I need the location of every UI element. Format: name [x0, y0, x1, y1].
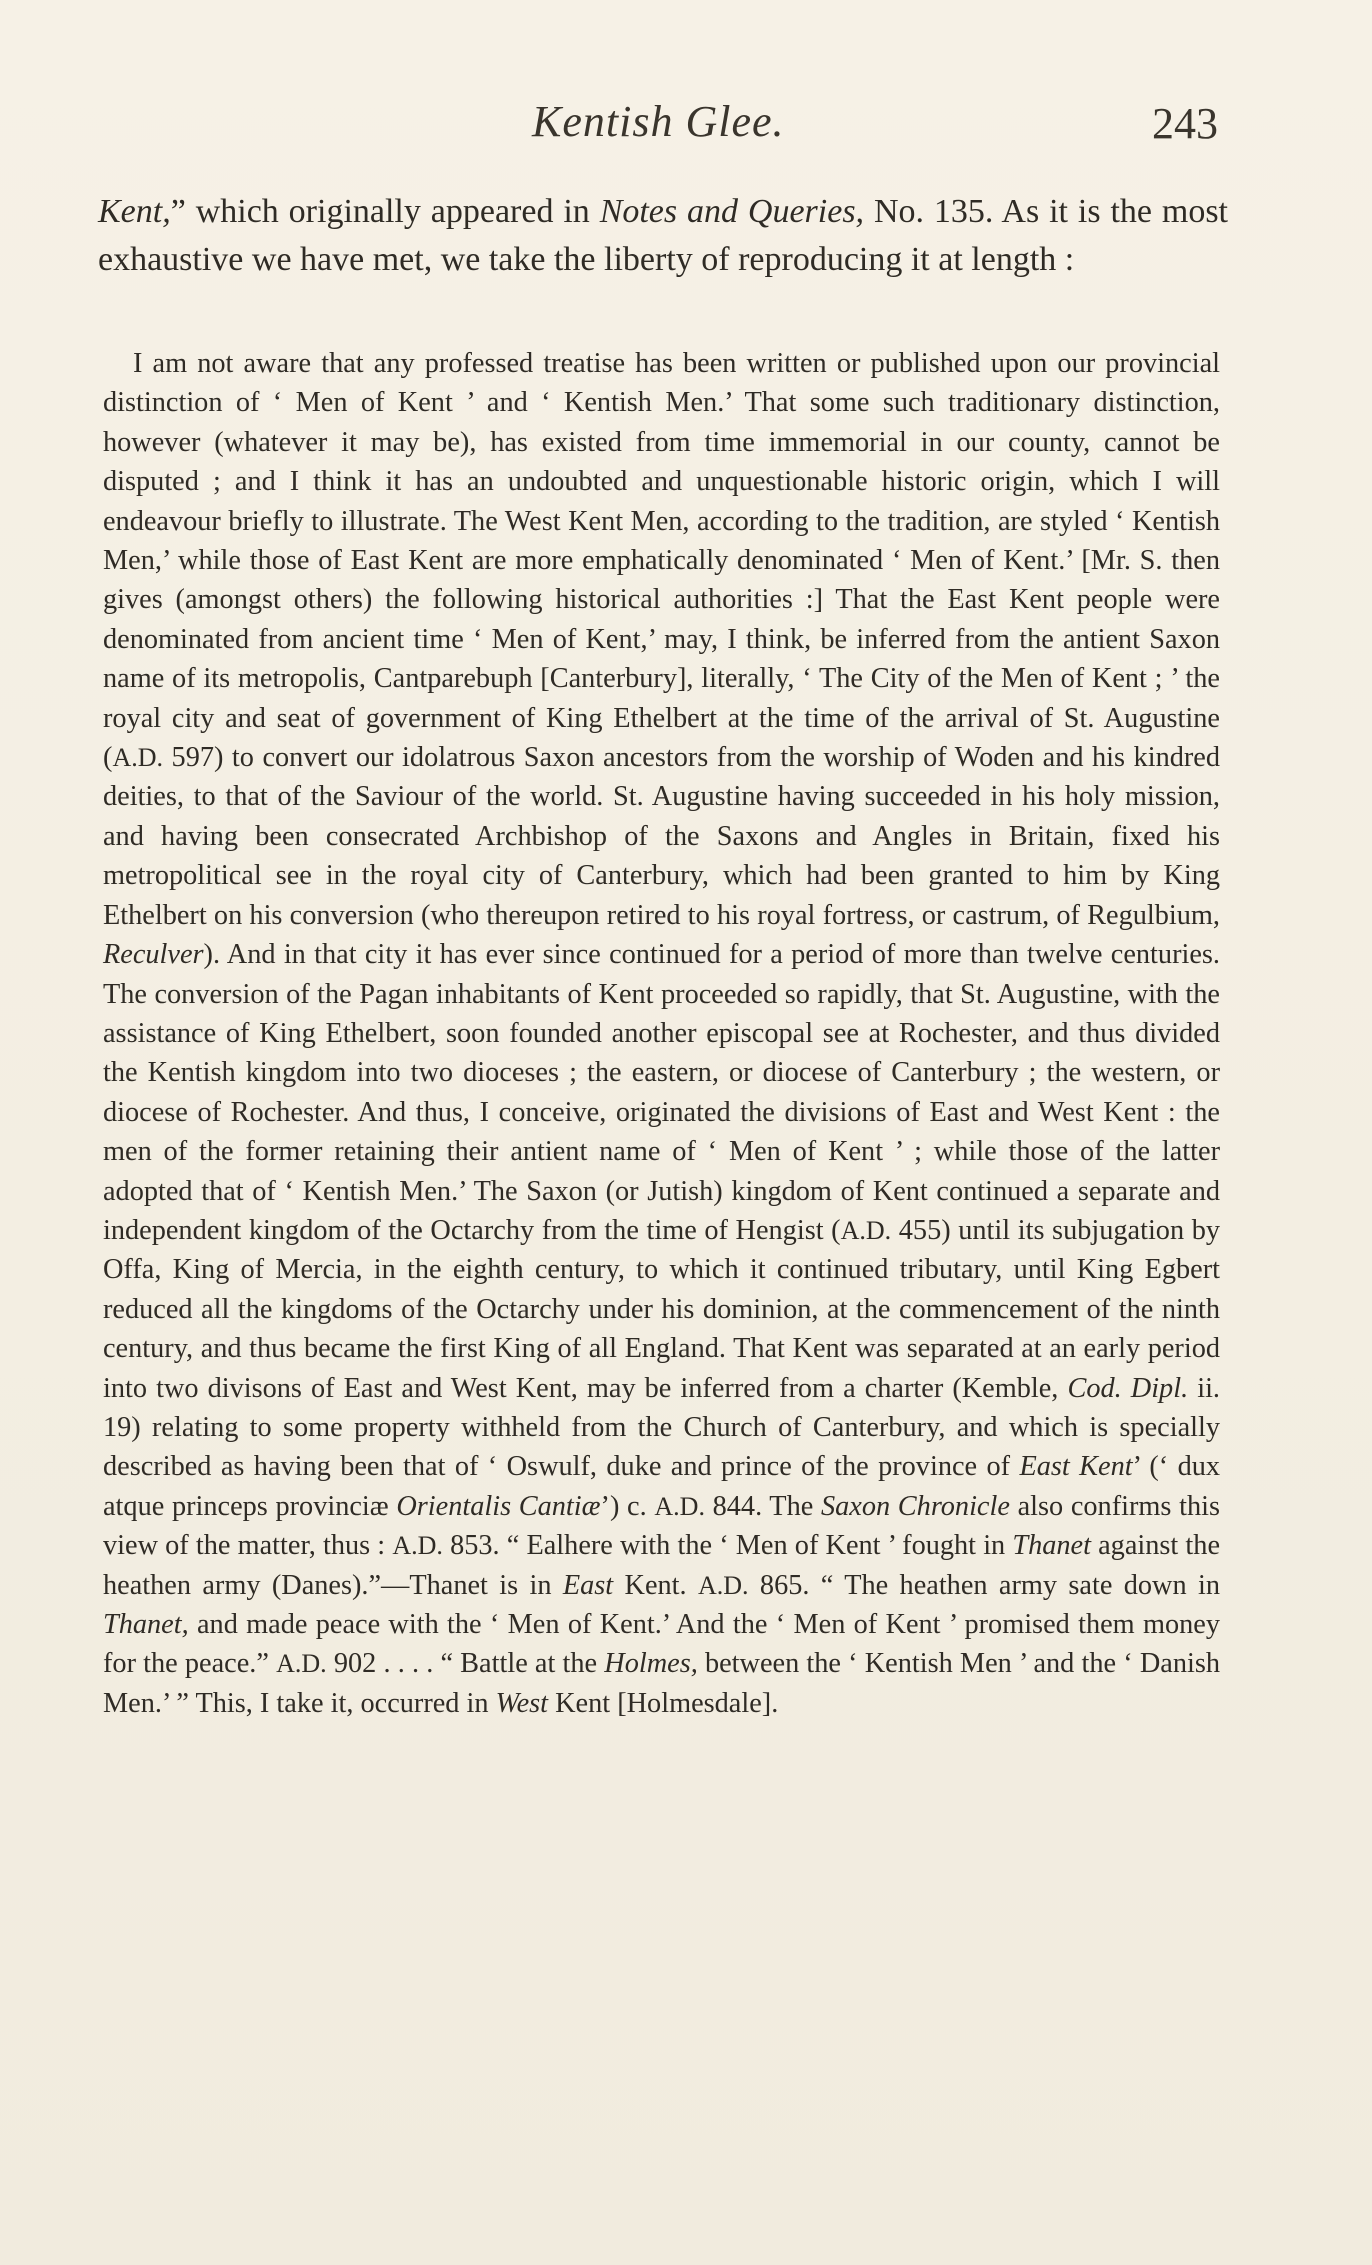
quote-text: 902 . . . . “ Battle at the: [326, 1648, 605, 1680]
quote-text: 597) to convert our idolatrous Saxon ancestors from the worship of Woden and his kindred deities, to that of the Saviour of the world. St. Augustine having succeeded in his holy mission, and having been consecrated Archbishop of the Saxons and Angles in Britain, fixed his metropolitical see in the royal city of Canterbury, which had been granted to him by King Ethelbert on his conversion (who thereupon retired to his royal fortress, or castrum, of Regulbium,: [103, 742, 1220, 931]
intro-paragraph: [98, 188, 1228, 284]
era-abbreviation: A.D.: [276, 1649, 327, 1679]
place-name: East Kent: [1019, 1451, 1133, 1483]
place-name: Holmes,: [604, 1648, 698, 1680]
intro-text: ” which originally appeared in: [170, 193, 600, 230]
era-abbreviation: A.D.: [392, 1531, 443, 1561]
place-name: Thanet: [1012, 1530, 1091, 1562]
era-abbreviation: A.D.: [112, 743, 164, 773]
quote-text: ). And in that city it has ever since continued for a period of more than twelve centuries. The conversion of the Pagan inhabitants of Kent proceeded so rapidly, that St. Augustine, with the assistance of King Ethelbert, soon founded another episcopal see at Rochester, and thus divided the Kentish kingdom into two dioceses ; the eastern, or diocese of Canterbury ; the western, or diocese of Rochester. And thus, I conceive, originated the divisions of East and West Kent : the men of the former retaining their antient name of ‘ Men of Kent ’ ; while those of the latter adopted that of ‘ Kentish Men.’ The Saxon (or Jutish) kingdom of Kent continued a separate and independent kingdom of the Octarchy from the time of Hengist (: [103, 939, 1220, 1246]
quote-text: ’) c.: [600, 1490, 655, 1522]
latin-phrase: Orientalis Cantiæ: [396, 1490, 601, 1522]
quote-text: against the heathen army (Danes).”—Thanet is in: [103, 1530, 1220, 1601]
quote-text: and made peace with the ‘ Men of Kent.’ And the ‘ Men of Kent ’ promised them money for the peace.”: [103, 1609, 1220, 1680]
intro-text: No. 135. As it is the most exhaustive we have met, we take the liberty of reproducing it at length :: [98, 193, 1228, 278]
page-number: 243: [1152, 99, 1218, 148]
place-name: Reculver: [103, 939, 204, 971]
quote-text: 865. “ The heathen army sate down in: [748, 1569, 1220, 1601]
intro-source-title: Kent,: [98, 193, 171, 230]
quote-text: between the ‘ Kentish Men ’ and the ‘ Danish Men.’ ” This, I take it, occurred in: [103, 1648, 1220, 1719]
quote-text: ii. 19) relating to some property withheld from the Church of Canterbury, and which is specially described as having been that of ‘ Oswulf, duke and prince of the province of: [103, 1372, 1220, 1483]
era-abbreviation: A.D.: [654, 1491, 705, 1521]
emphasis: East: [562, 1569, 614, 1601]
intro-publication: Notes and Queries,: [599, 193, 865, 230]
quote-text: Kent [Holmesdale].: [548, 1687, 779, 1719]
running-head: [0, 96, 1372, 156]
era-abbreviation: A.D.: [840, 1215, 892, 1245]
quote-text: 853. “ Ealhere with the ‘ Men of Kent ’ fought in: [442, 1530, 1013, 1562]
work-title: Saxon Chronicle: [820, 1490, 1010, 1522]
emphasis: West: [495, 1687, 549, 1719]
running-title: Kentish Glee.: [532, 97, 785, 146]
quote-text: Kent.: [613, 1569, 698, 1601]
quote-text: 844. The: [704, 1490, 821, 1522]
quote-text: I am not aware that any professed treatise has been written or published upon our provincial distinction of ‘ Men of Kent ’ and ‘ Kentish Men.’ That some such traditionary distinction, however (whatever it may be), has existed from time immemorial in our county, cannot be disputed ; and I think it has an undoubted and unquestionable historic origin, which I will endeavour briefly to illustrate. The West Kent Men, according to the tradition, are styled ‘ Kentish Men,’ while those of East Kent are more emphatically denominated ‘ Men of Kent.’ [Mr. S. then gives (amongst others) the following historical authorities :] That the East Kent people were denominated from ancient time ‘ Men of Kent,’ may, I think, be inferred from the antient Saxon name of its metropolis, Cantparebuph [Canterbury], literally, ‘ The City of the Men of Kent ; ’ the royal city and seat of government of King Ethelbert at the time of the arrival of St. Augustine (: [103, 348, 1220, 774]
place-name: Thanet,: [103, 1609, 189, 1640]
work-title: Cod. Dipl.: [1067, 1372, 1189, 1404]
quoted-letter: [103, 344, 1220, 1723]
quote-text: 455) until its subjugation by Offa, King of Mercia, in the eighth century, to which it continued tributary, until King Egbert reduced all the kingdoms of the Octarchy under his dominion, at the commencement of the ninth century, and thus became the first King of all England. That Kent was separated at an early period into two divisons of East and West Kent, may be inferred from a charter (Kemble,: [103, 1214, 1220, 1404]
quote-text: also confirms this view of the matter, thus :: [103, 1490, 1220, 1562]
quote-text: ’ (‘ dux atque princeps provinciæ: [103, 1451, 1221, 1522]
era-abbreviation: A.D.: [697, 1570, 749, 1600]
